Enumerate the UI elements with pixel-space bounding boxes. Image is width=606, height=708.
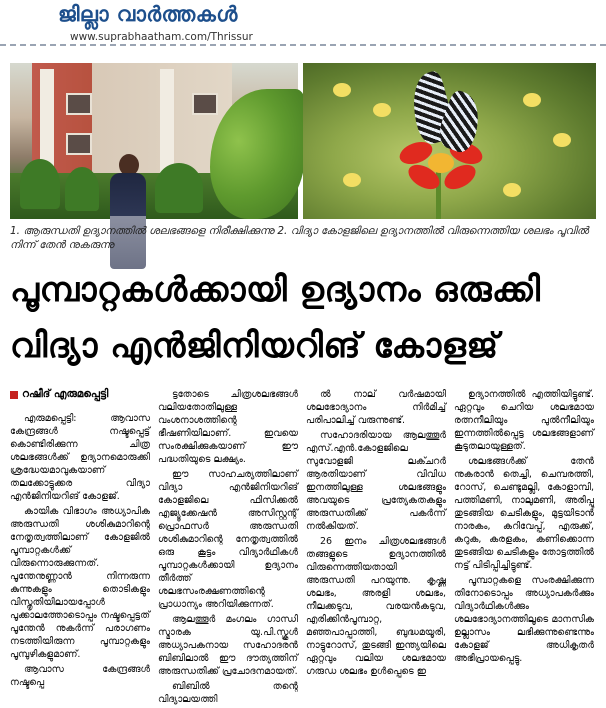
- paragraph: ശലഭങ്ങൾക്ക് തേൻ നുകരാൻ തെച്ചി, ചെമ്പരത്തി, റോസ്, ചെണ്ടുമല്ലി, കോളാമ്പി, പത്തിമണി, നാലുമണി, അരിപ്പൂ തുടങ്ങിയ ചെടികളും, മുട്ടയിടാൻ നാരകം, കറിവേപ്പ്, എരുക്ക്, കറുക, കരളകം, കണിക്കൊന്ന തുടങ്ങിയ ചെടികളും തോട്ടത്തിൽ നട്ട് പിടിപ്പിച്ചിട്ടുണ്ട്.: [454, 456, 594, 571]
- photo-butterfly: [303, 63, 596, 219]
- pillar-shape: [160, 69, 174, 179]
- header-divider: [0, 44, 606, 46]
- yellow-flower: [343, 173, 361, 187]
- window-shape: [66, 133, 92, 155]
- photo-caption: 1. ആരുന്ധതി ഉദ്യാനത്തിൽ ശലഭങ്ങളെ നിരീക്ഷിക്കുന്നു 2. വിദ്യാ കോളജിലെ ഉദ്യാനത്തിൽ വിരുന്നെത്തിയ ശലഭം പൂവിൽ നിന്ന് തേൻ നുകരുന്നു: [10, 225, 589, 251]
- yellow-flower: [333, 83, 351, 97]
- headline-line-2: വിദ്യാ എൻജിനിയറിങ് കോളജ്: [10, 326, 499, 366]
- window-shape: [66, 93, 92, 115]
- headline: [10, 262, 600, 374]
- paragraph: ട്ടതോടെ ചിത്രശലഭങ്ങൾ വലിയതോതിലുള്ള വംശനാശത്തിന്റെ ഭീഷണിയിലാണ്. ഇവയെ സംരക്ഷിക്കുകയാണ് ഈ പദ്ധതിയുടെ ലക്ഷ്യം.: [158, 389, 298, 465]
- paragraph: എരുമപ്പെട്ടി: ആവാസ കേന്ദ്രങ്ങൾ നഷ്ടപ്പെട്ട് കൊണ്ടിരിക്കുന്ന ചിത്ര ശലഭങ്ങൾക്ക് ഉദ്യാനമൊരുക്കി ശ്രദ്ധേയമാവുകയാണ് തലക്കോട്ടുക്കര വിദ്യാ എൻജിനിയറിങ് കോളജ്.: [10, 413, 150, 502]
- paragraph: ഉദ്യാനത്തിൽ എത്തിയിട്ടുണ്ട്. ഏറ്റവും ചെറിയ ശലഭമായ രത്നനീലിയും പുൽനീലിയും ഇന്നത്തിൽപ്പെട്ട ശലഭങ്ങളാണ് കൂടുതലായുള്ളത്.: [454, 389, 594, 452]
- byline-bullet-icon: [10, 391, 18, 399]
- article-column-4: [454, 388, 594, 667]
- byline-author: റഷീദ് എരുമപ്പെട്ടി: [22, 388, 109, 400]
- yellow-flower: [523, 93, 541, 107]
- paragraph: ആവാസ കേന്ദ്രങ്ങൾ നഷ്ടപ്പെ: [10, 664, 150, 688]
- article-column-2: [158, 388, 298, 708]
- plant-shape: [65, 167, 99, 211]
- paragraph: കായിക വിഭാഗം അധ്യാപിക അരുന്ധതി ശശികുമാറിന്റെ നേതൃത്വത്തിലാണ് കോളജിൽ പൂമ്പാറ്റകൾക്ക് വിരുന്നൊരുക്കുന്നത്. പൂന്തേനുണ്ണാൻ നിന്നരുന്ന കുന്നുകളും തൊടികളും വിസ്തൃതിയിലായപ്പോൾ പൂക്കാലത്തോടൊപ്പം നഷ്ടപ്പെട്ടത് പൂന്തേൻ നുകർന്ന് പരാഗണം നടത്തിയിരുന്ന പൂമ്പാറ്റകളും പൂമ്പുഴികളുമാണ്.: [10, 506, 150, 660]
- yellow-flower: [503, 183, 521, 197]
- article-column-3: [306, 388, 446, 680]
- plant-shape: [155, 163, 203, 213]
- article-body: [10, 388, 598, 705]
- paragraph: ൽ നാല് വർഷമായി ശലഭോദ്യാനം നിർമിച്ച് പരിപാലിച്ച് വരുന്നുണ്ട്.: [306, 389, 446, 426]
- paragraph: ബിബിൽ തന്റെ വിദ്യാലയത്തി: [158, 681, 298, 705]
- flower-center: [428, 153, 454, 173]
- section-title: ജില്ലാ വാർത്തകൾ: [58, 2, 238, 26]
- window-shape: [192, 93, 218, 115]
- paragraph: 26 ഇനം ചിത്രശലഭങ്ങൾ തങ്ങളുടെ ഉദ്യാനത്തിൽ വിരുന്നെത്തിയതായി അരുന്ധതി പറയുന്നു. കൃഷ്ണ ശലഭം, അരളി ശലഭം, നീലക്കടുവ, വരയൻകടുവ, എരിക്കിൻപൂമ്പാറ്റ, മഞ്ഞപാപ്പാത്തി, ബുദ്ധമയൂരി, നാട്ടുറോസ്, തുടങ്ങി ഇന്ത്യയിലെ ഏറ്റവും വലിയ ശലഭമായ ഗരുഡ ശലഭം ഉൾപ്പെടെ ഇ: [306, 536, 446, 677]
- byline: [10, 388, 108, 401]
- paragraph: ഈ സാഹചര്യത്തിലാണ് വിദ്യാ എൻജിനിയറിങ് കോളജിലെ ഫിസിക്കൽ എജ്യൂക്കേഷൻ അസിസ്റ്റന്റ് പ്രൊഫസർ അരുന്ധതി ശശികുമാറിന്റെ നേതൃത്വത്തിൽ ഒരു കൂട്ടം വിദ്യാർഥികൾ പൂമ്പാറ്റകൾക്കായി ഉദ്യാനം തീർത്ത് ശലഭസംരക്ഷണത്തിന്റെ പ്രാധാന്യം അറിയിക്കുന്നത്.: [158, 469, 298, 610]
- headline-line-1: പൂമ്പാറ്റകൾക്കായി ഉദ്യാനം ഒരുക്കി: [10, 270, 541, 310]
- photo-garden-teacher: [10, 63, 298, 219]
- yellow-flower: [553, 133, 571, 147]
- yellow-flower: [373, 103, 391, 117]
- page-header: [0, 0, 606, 44]
- paragraph: പൂമ്പാറ്റകളെ സംരക്ഷിക്കുന്ന തിനോടൊപ്പം അധ്യാപകർക്കും വിദ്യാർഥികൾക്കും ശലഭോദ്യാനത്തിലൂടെ മാനസിക ഉല്ലാസം ലഭിക്കുന്നുണ്ടെന്നും കോളജ് അധികൃതർ അഭിപ്രായപ്പെട്ടു.: [454, 575, 594, 664]
- plant-shape: [20, 159, 60, 209]
- person-body: [110, 173, 146, 269]
- article-column-1: [10, 412, 150, 691]
- paragraph: സഹോദരിയായ ആലത്തൂർ എസ്.എൻ.കോളജിലെ സുവോളജി ലക്ചറർ ആരതിയാണ് വിവിധ ഇനത്തിലുള്ള ശലഭങ്ങളും അവയുടെ പ്രത്യേകതകളും അരുന്ധതിക്ക് പകർന്ന് നൽകിയത്.: [306, 430, 446, 532]
- site-url: www.suprabhaatham.com/Thrissur: [70, 31, 253, 43]
- paragraph: ആലത്തൂർ മംഗലം ഗാന്ധി സ്മാരക യു.പി.സ്കൂൾ അധ്യാപകനായ സഹോദരൻ ബിബിലാൽ ഈ ദൗത്യത്തിന് അരുന്ധതിക്ക് പ്രചോദനമായത്.: [158, 614, 298, 677]
